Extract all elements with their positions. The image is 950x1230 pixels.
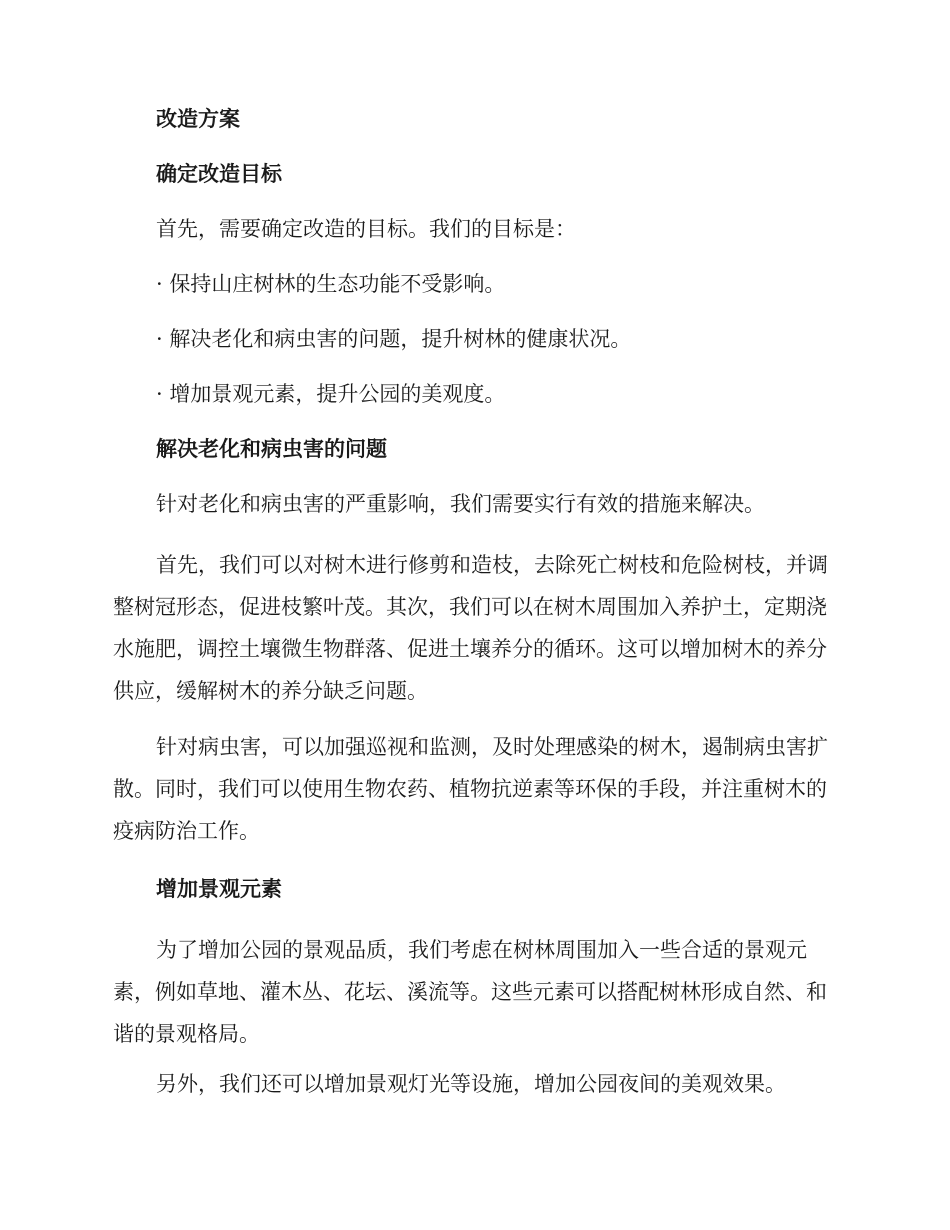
document-title: 改造方案 bbox=[156, 107, 240, 131]
goal-bullet-3: · 增加景观元素，提升公园的美观度。 bbox=[156, 382, 506, 406]
aging-pests-paragraph-3: 针对病虫害，可以加强巡视和监测，及时处理感染的树木，遏制病虫害扩散。同时，我们可以使用生物农药、植物抗逆素等环保的手段，并注重树木的疫病防治工作。 bbox=[113, 735, 828, 843]
aging-pests-paragraph-1: 针对老化和病虫害的严重影响，我们需要实行有效的措施来解决。 bbox=[156, 492, 765, 516]
landscape-paragraph-2: 另外，我们还可以增加景观灯光等设施，增加公园夜间的美观效果。 bbox=[156, 1072, 786, 1096]
goal-bullet-2: · 解决老化和病虫害的问题，提升树林的健康状况。 bbox=[156, 327, 632, 351]
goal-bullet-1: · 保持山庄树林的生态功能不受影响。 bbox=[156, 272, 506, 296]
landscape-paragraph-1: 为了增加公园的景观品质，我们考虑在树林周围加入一些合适的景观元素，例如草地、灌木丛、花坛、溪流等。这些元素可以搭配树林形成自然、和谐的景观格局。 bbox=[113, 938, 827, 1046]
section-heading-aging-pests: 解决老化和病虫害的问题 bbox=[156, 437, 387, 461]
section-heading-landscape: 增加景观元素 bbox=[156, 877, 282, 901]
aging-pests-paragraph-2: 首先，我们可以对树木进行修剪和造枝，去除死亡树枝和危险树枝，并调整树冠形态，促进枝繁叶茂。其次，我们可以在树木周围加入养护土，定期浇水施肥，调控土壤微生物群落、促进土壤养分的循环。这可以增加树木的养分供应，缓解树木的养分缺乏问题。 bbox=[113, 553, 828, 703]
document-content bbox=[113, 104, 833, 1124]
section-heading-goals: 确定改造目标 bbox=[156, 162, 282, 186]
goals-intro: 首先，需要确定改造的目标。我们的目标是： bbox=[156, 217, 576, 241]
